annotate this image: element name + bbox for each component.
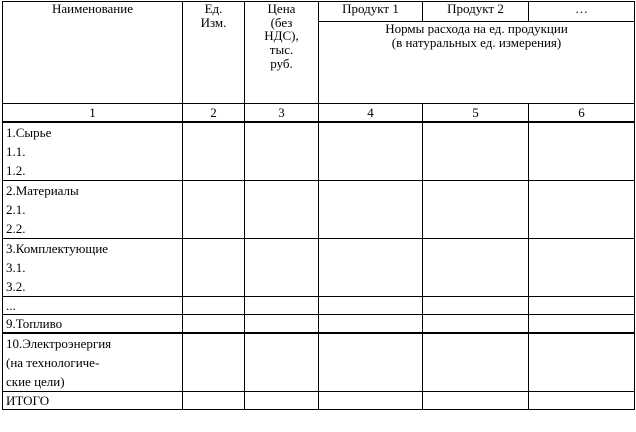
header-name-label: Наименование [52,1,133,16]
table-cell [245,315,319,334]
table-cell [319,315,423,334]
table-cell [319,333,423,392]
table-cell [529,297,635,315]
table-cell [423,181,529,239]
consumption-norms-table [2,1,635,410]
table-cell [245,181,319,239]
row-name-line: 1.2. [6,163,26,178]
row-name [3,181,183,239]
table-row [3,181,635,239]
row-name-line: ИТОГО [6,393,50,408]
row-name-line: 2.2. [6,221,26,236]
table-cell [529,122,635,181]
table-cell [183,122,245,181]
header-price-line: тыс. [269,41,294,57]
table-cell [529,315,635,334]
row-name-line: 9.Топливо [6,316,63,331]
table-cell [245,297,319,315]
table-cell [529,181,635,239]
row-name-line: 3.2. [6,279,26,294]
table-cell [423,333,529,392]
row-name [3,239,183,297]
header-unit-line: Изм. [200,14,227,30]
table-cell [423,297,529,315]
table-cell [245,333,319,392]
table-cell [319,297,423,315]
table-cell [183,315,245,334]
table-row [3,239,635,297]
header-unit [183,2,245,104]
header-price-line: НДС), [264,28,299,44]
table-cell [529,333,635,392]
header-product-1: Продукт 1 [319,2,423,22]
header-price-line: Цена [267,1,296,16]
column-number: 3 [245,104,319,123]
table-row [3,297,635,315]
table-cell [183,239,245,297]
table-cell [183,181,245,239]
table-cell [183,333,245,392]
table-cell [319,181,423,239]
column-number: 5 [423,104,529,123]
row-name-line: (на технологиче- [6,355,100,370]
row-name-line: 3.1. [6,260,26,275]
header-price [245,2,319,104]
row-name [3,122,183,181]
header-product-2: Продукт 2 [423,2,529,22]
table-cell [529,392,635,410]
row-name-line: ские цели) [6,374,65,389]
header-product-more: … [529,2,635,22]
table-cell [319,392,423,410]
table-row [3,315,635,334]
table-cell [319,239,423,297]
row-name [3,333,183,392]
table-cell [245,392,319,410]
header-price-line: руб. [270,55,293,71]
column-number: 6 [529,104,635,123]
table-row [3,122,635,181]
header-unit-line: Ед. [204,1,223,16]
table-row-total [3,392,635,410]
column-number-row [3,104,635,123]
table-cell [319,122,423,181]
table-cell [245,239,319,297]
column-number: 1 [3,104,183,123]
table-cell [529,239,635,297]
row-name-line: 1.1. [6,144,26,159]
row-name-line: 1.Сырье [6,125,52,140]
table-cell [183,297,245,315]
row-name [3,392,183,410]
table-cell [423,122,529,181]
column-number: 2 [183,104,245,123]
table-cell [245,122,319,181]
row-name-line: 2.1. [6,202,26,217]
row-name-line: ... [6,298,16,313]
header-price-line: (без [270,14,293,30]
header-name [3,2,183,104]
table-row [3,333,635,392]
header-norms [319,22,635,104]
row-name [3,297,183,315]
row-name-line: 2.Материалы [6,183,79,198]
row-name-line: 3.Комплектующие [6,241,109,256]
row-name-line: 10.Электроэнергия [6,336,112,351]
table-cell [183,392,245,410]
column-number: 4 [319,104,423,123]
table-cell [423,392,529,410]
row-name [3,315,183,334]
table-cell [423,315,529,334]
header-norms-line: Нормы расхода на ед. продукции [385,21,568,36]
header-norms-line: (в натуральных ед. измерения) [391,34,562,50]
table-cell [423,239,529,297]
